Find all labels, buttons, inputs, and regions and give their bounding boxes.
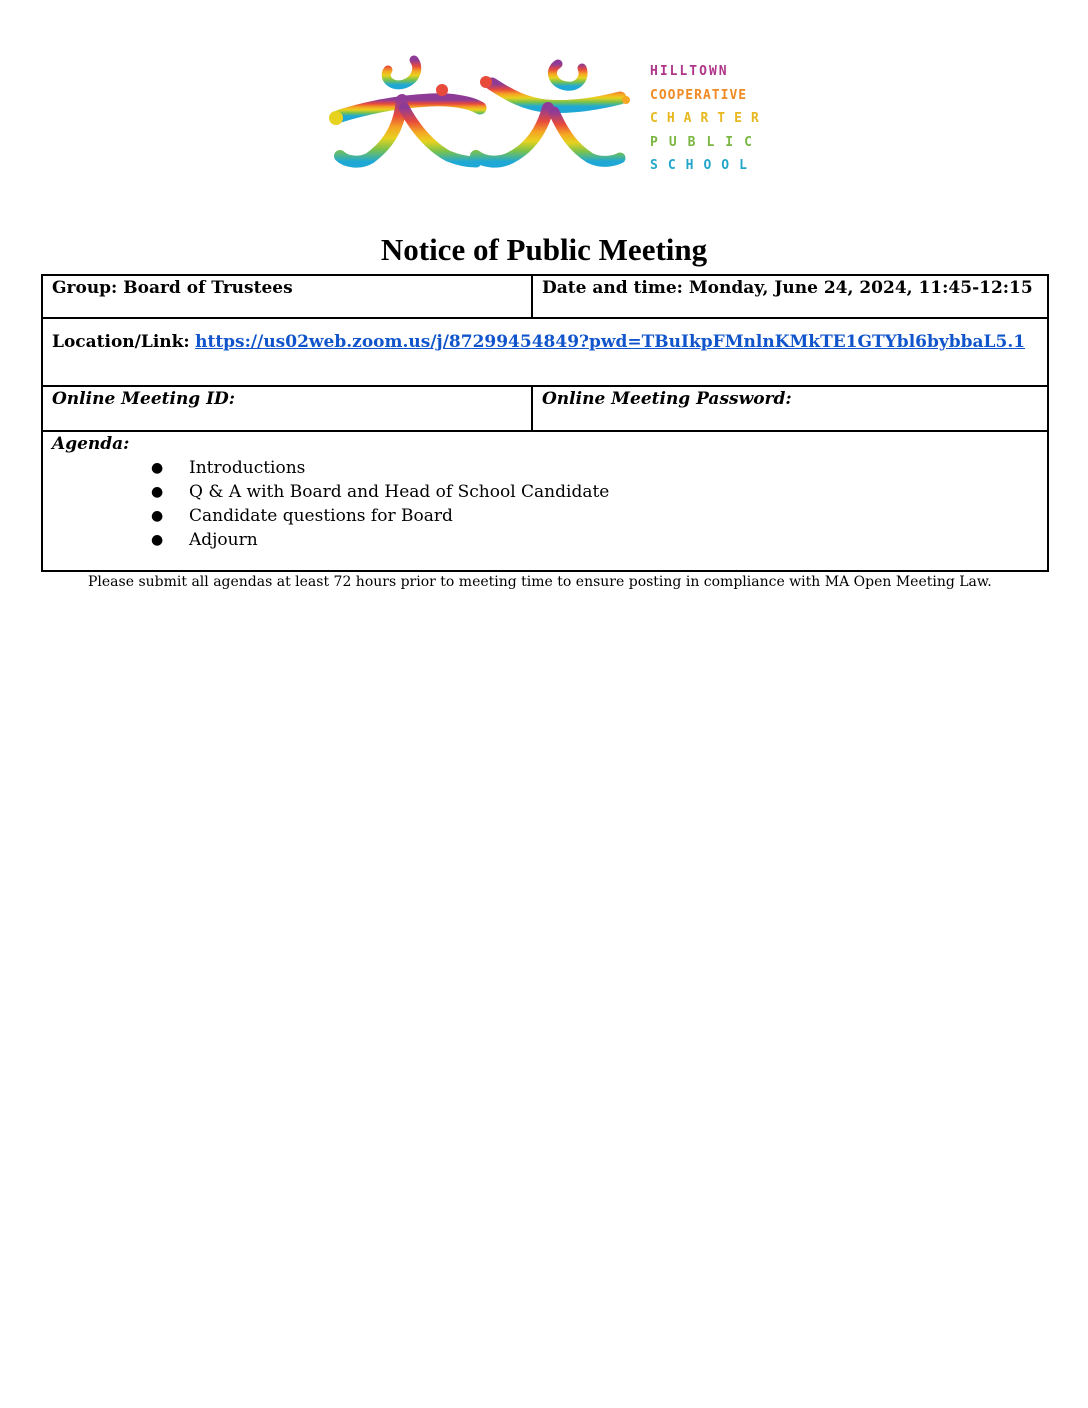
agenda-item-text: Candidate questions for Board xyxy=(189,506,453,526)
list-item xyxy=(151,504,1038,528)
bullet-icon: ● xyxy=(151,508,164,524)
bullet-icon: ● xyxy=(151,460,164,476)
school-logo xyxy=(320,50,790,180)
bullet-icon: ● xyxy=(151,484,164,500)
agenda-cell xyxy=(42,431,1048,571)
logo-line-school: SCHOOL xyxy=(650,158,757,173)
logo-line-hilltown: HILLTOWN xyxy=(650,64,729,79)
datetime-label: Date and time: Monday, June 24, 2024, 11:45-12:15 xyxy=(542,278,1033,298)
zoom-meeting-link[interactable]: https://us02web.zoom.us/j/87299454849?pwd=TBuIkpFMnlnKMkTE1GTYbl6bybbaL5.1 xyxy=(195,332,1026,352)
right-figure xyxy=(476,64,630,162)
agenda-item-text: Adjourn xyxy=(189,530,258,550)
agenda-item-text: Q & A with Board and Head of School Candidate xyxy=(189,482,610,502)
location-cell xyxy=(42,318,1048,386)
group-cell xyxy=(42,275,532,318)
agenda-label: Agenda: xyxy=(52,434,130,454)
logo-line-cooperative: COOPERATIVE xyxy=(650,87,748,103)
group-label: Group: Board of Trustees xyxy=(52,278,293,298)
list-item xyxy=(151,528,1038,552)
page-title: Notice of Public Meeting xyxy=(380,232,708,267)
list-item xyxy=(151,456,1038,480)
location-label: Location/Link: xyxy=(52,332,190,352)
table-row xyxy=(42,386,1048,431)
logo-line-public: PUBLIC xyxy=(650,134,763,150)
meeting-password-cell xyxy=(532,386,1048,431)
meeting-id-label: Online Meeting ID: xyxy=(52,389,236,409)
meeting-details-table xyxy=(41,274,1049,572)
agenda-list xyxy=(52,456,1038,552)
bullet-icon: ● xyxy=(151,532,164,548)
logo-school-name xyxy=(650,60,790,178)
logo-line-charter: CHARTER xyxy=(650,111,768,126)
table-row xyxy=(42,275,1048,318)
table-row xyxy=(42,318,1048,386)
submission-note: Please submit all agendas at least 72 hours prior to meeting time to ensure posting in compliance with MA Open Meeting Law. xyxy=(88,574,992,590)
agenda-item-text: Introductions xyxy=(189,458,306,478)
datetime-cell xyxy=(532,275,1048,318)
meeting-id-cell xyxy=(42,386,532,431)
list-item xyxy=(151,480,1038,504)
meeting-password-label: Online Meeting Password: xyxy=(542,389,792,409)
logo-figures-graphic xyxy=(320,50,630,180)
table-row xyxy=(42,431,1048,571)
left-figure xyxy=(329,60,480,162)
